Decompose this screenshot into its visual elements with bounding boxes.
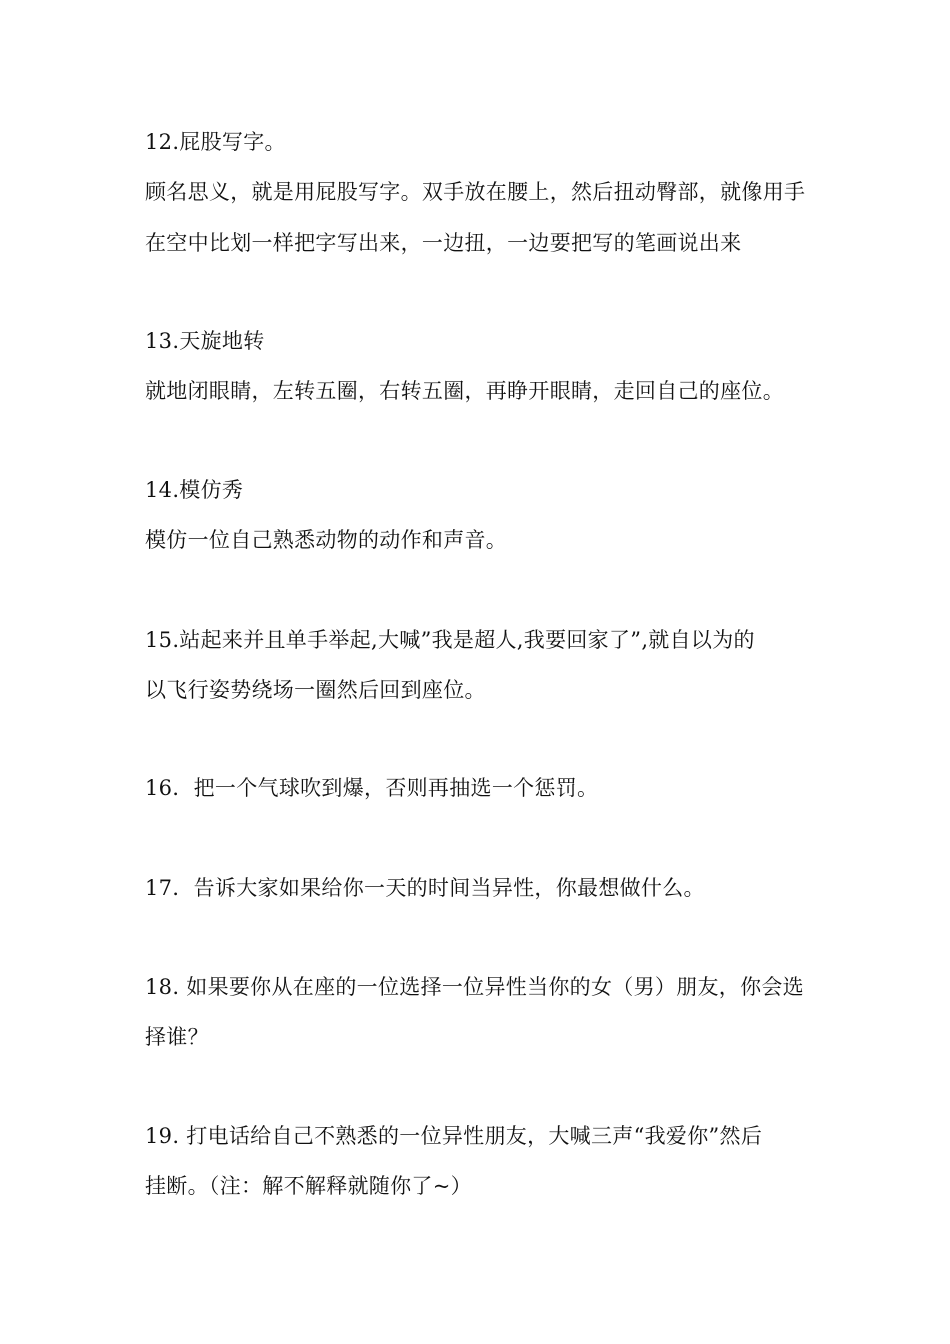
item-15-line-2: 以飞行姿势绕场一圈然后回到座位。 [145,678,486,702]
item-13-body-line-1: 就地闭眼睛，左转五圈，右转五圈，再睁开眼睛，走回自己的座位。 [145,379,784,403]
item-12-body-line-1: 顾名思义，就是用屁股写字。双手放在腰上，然后扭动臀部，就像用手 [145,180,806,204]
item-12-body-line-2: 在空中比划一样把字写出来，一边扭，一边要把写的笔画说出来 [145,231,742,255]
item-17-line-1: 17．告诉大家如果给你一天的时间当异性，你最想做什么。 [145,876,705,900]
item-16-line-1: 16．把一个气球吹到爆，否则再抽选一个惩罚。 [145,776,599,800]
item-14-title: 14.模仿秀 [145,478,244,502]
item-13-title: 13.天旋地转 [145,329,265,353]
item-12-title: 12.屁股写字。 [145,130,286,154]
item-15-line-1: 15.站起来并且单手举起,大喊”我是超人,我要回家了”,就自以为的 [145,628,755,652]
item-18-line-2: 择谁？ [145,1025,209,1049]
item-19-line-2: 挂断。（注：解不解释就随你了~） [145,1174,472,1198]
item-19-line-1: 19. 打电话给自己不熟悉的一位异性朋友，大喊三声“我爱你”然后 [145,1124,763,1148]
item-14-body-line-1: 模仿一位自己熟悉动物的动作和声音。 [145,528,508,552]
item-18-line-1: 18. 如果要你从在座的一位选择一位异性当你的女（男）朋友，你会选 [145,975,804,999]
